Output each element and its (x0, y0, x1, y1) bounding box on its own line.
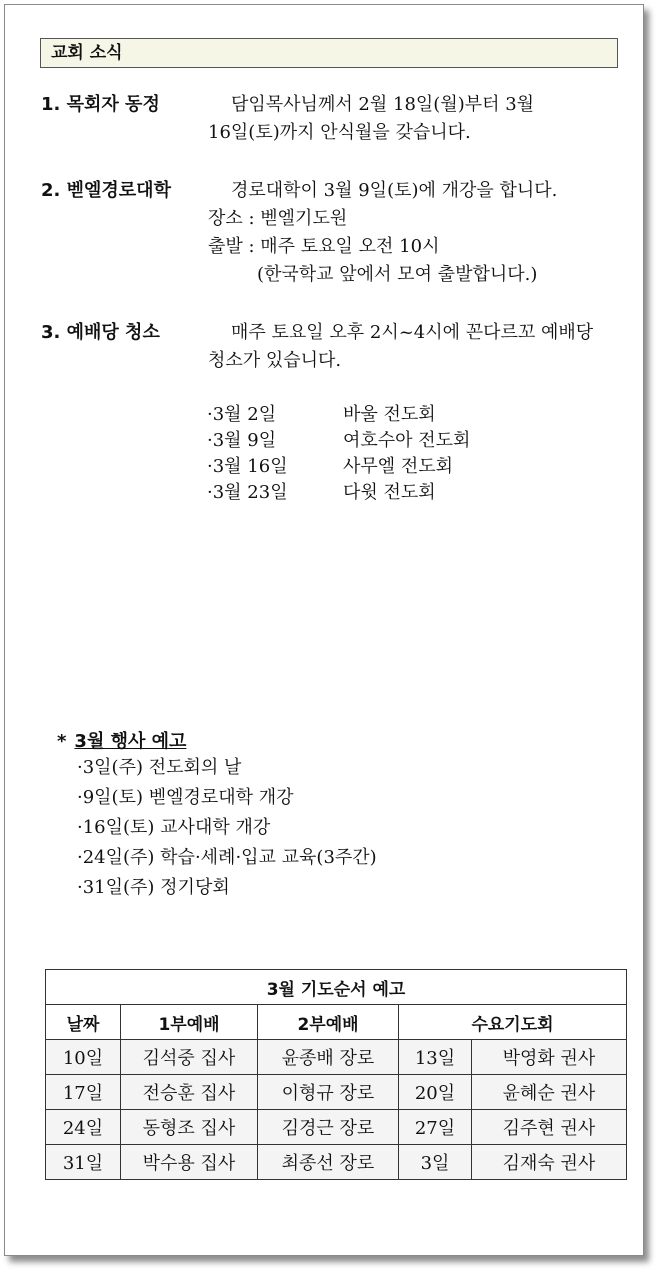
column-header: 수요기도회 (399, 1005, 627, 1040)
schedule-group: 사무엘 전도회 (343, 456, 454, 477)
table-cell: 10일 (46, 1040, 121, 1075)
table-cell: 13일 (399, 1040, 472, 1075)
column-header: 날짜 (46, 1005, 121, 1040)
events-title (57, 727, 377, 753)
schedule-row (207, 400, 537, 426)
news-item-line: 매주 토요일 오후 2시~4시에 꼰다르꼬 예배당 (231, 322, 594, 343)
asterisk-bullet: * (57, 731, 67, 752)
table-cell: 이형규 장로 (258, 1075, 399, 1110)
prayer-schedule-table (45, 969, 627, 1180)
schedule-group: 다윗 전도회 (343, 482, 436, 503)
table-row (46, 1040, 627, 1075)
table-row (46, 1145, 627, 1180)
column-header: 1부예배 (121, 1005, 258, 1040)
table-cell: 27일 (399, 1110, 472, 1145)
table-cell: 김주현 권사 (472, 1110, 627, 1145)
table-cell: 20일 (399, 1075, 472, 1110)
news-item-line: 장소 : 벧엘기도원 (208, 208, 348, 229)
table-cell: 윤혜순 권사 (472, 1075, 627, 1110)
news-item-title: 2. 벧엘경로대학 (41, 180, 171, 201)
schedule-group: 바울 전도회 (343, 404, 436, 425)
schedule-row (207, 426, 537, 452)
table-title: 3월 기도순서 예고 (46, 970, 627, 1005)
cleaning-schedule (207, 400, 537, 504)
event-item: ·3일(주) 전도회의 날 (77, 757, 242, 778)
news-item-title: 1. 목회자 동정 (41, 94, 160, 115)
section-header: 교회 소식 (40, 38, 618, 68)
event-item: ·9일(토) 벧엘경로대학 개강 (77, 787, 294, 808)
news-item-title: 3. 예배당 청소 (41, 322, 160, 343)
news-item-line: 출발 : 매주 토요일 오전 10시 (208, 236, 440, 257)
table-cell: 윤종배 장로 (258, 1040, 399, 1075)
table-cell: 동형조 집사 (121, 1110, 258, 1145)
bulletin-page (4, 4, 644, 1256)
news-item-line: 담임목사님께서 2월 18일(월)부터 3월 (231, 94, 535, 115)
table-cell: 김재숙 권사 (472, 1145, 627, 1180)
table-row (46, 1075, 627, 1110)
news-item-line: 청소가 있습니다. (208, 350, 342, 371)
event-item: ·31일(주) 정기당회 (77, 877, 230, 898)
events-title-text: 3월 행사 예고 (74, 731, 187, 752)
table-cell: 박영화 권사 (472, 1040, 627, 1075)
schedule-group: 여호수아 전도회 (343, 430, 471, 451)
schedule-date: ·3월 23일 (207, 482, 288, 503)
schedule-row (207, 452, 537, 478)
table-cell: 최종선 장로 (258, 1145, 399, 1180)
table-row (46, 1110, 627, 1145)
news-item-line: (한국학교 앞에서 모여 출발합니다.) (257, 264, 538, 285)
table-cell: 24일 (46, 1110, 121, 1145)
table-cell: 17일 (46, 1075, 121, 1110)
march-events (57, 727, 377, 903)
table-cell: 박수용 집사 (121, 1145, 258, 1180)
table-cell: 31일 (46, 1145, 121, 1180)
schedule-date: ·3월 2일 (207, 404, 277, 425)
table-cell: 김석중 집사 (121, 1040, 258, 1075)
column-header: 2부예배 (258, 1005, 399, 1040)
table-cell: 김경근 장로 (258, 1110, 399, 1145)
table-cell: 3일 (399, 1145, 472, 1180)
schedule-row (207, 478, 537, 504)
event-item: ·16일(토) 교사대학 개강 (77, 817, 271, 838)
schedule-date: ·3월 16일 (207, 456, 288, 477)
table-cell: 전승훈 집사 (121, 1075, 258, 1110)
news-item-line: 경로대학이 3월 9일(토)에 개강을 합니다. (231, 180, 558, 201)
event-item: ·24일(주) 학습·세례·입교 교육(3주간) (77, 847, 377, 868)
schedule-date: ·3월 9일 (207, 430, 277, 451)
news-item-line: 16일(토)까지 안식월을 갖습니다. (208, 122, 471, 143)
